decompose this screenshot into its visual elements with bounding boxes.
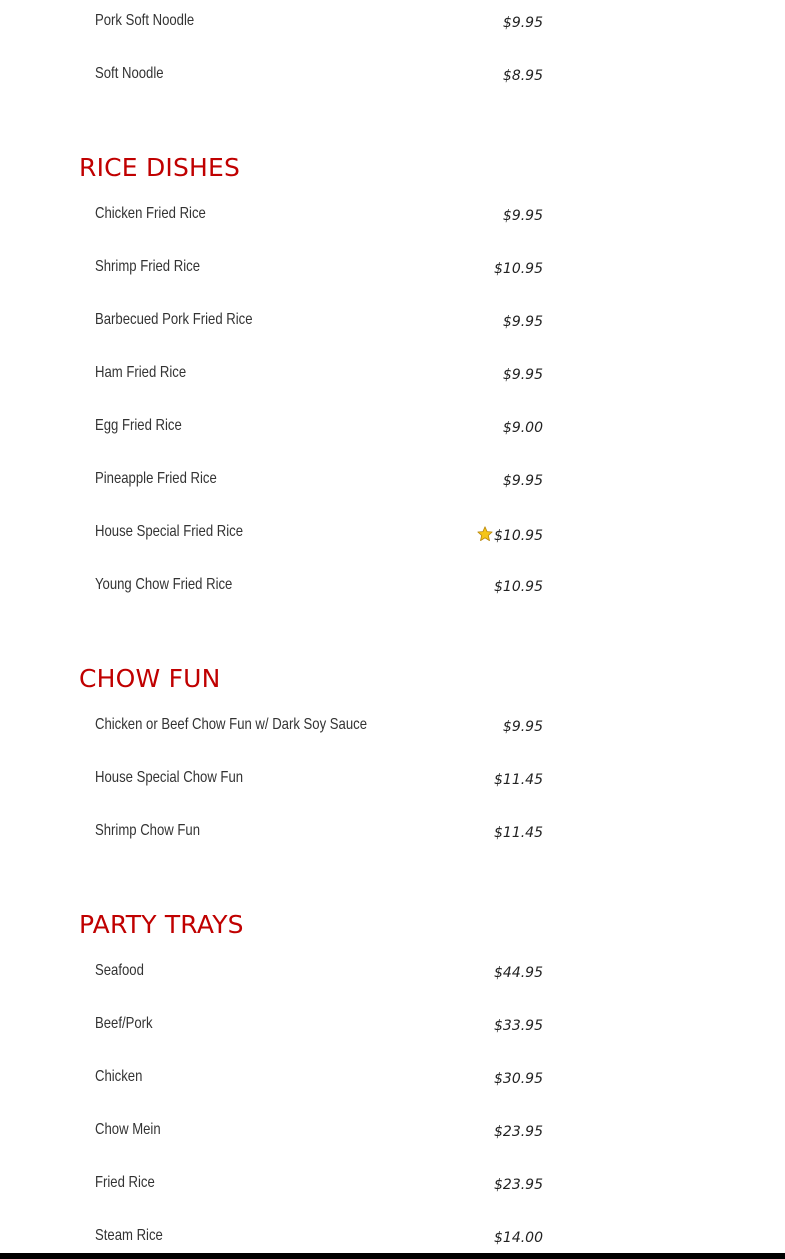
item-name: Chicken Fried Rice	[95, 205, 206, 222]
item-name: Shrimp Chow Fun	[95, 822, 200, 839]
item-price: $9.00	[502, 420, 543, 436]
item-name: House Special Fried Rice	[95, 523, 244, 540]
item-price: $9.95	[502, 367, 543, 383]
item-name: Ham Fried Rice	[95, 364, 187, 381]
item-name: Shrimp Fried Rice	[95, 258, 200, 275]
item-name: Pineapple Fried Rice	[95, 470, 217, 487]
bottom-bar	[0, 1253, 785, 1259]
item-price-with-star	[477, 526, 543, 544]
menu-item	[95, 258, 543, 288]
item-name: House Special Chow Fun	[95, 769, 244, 786]
menu-item	[95, 523, 543, 553]
item-price: $9.95	[502, 473, 543, 489]
menu-item	[95, 822, 543, 852]
menu-item	[95, 364, 543, 394]
item-price: $23.95	[494, 1177, 543, 1193]
menu-item	[95, 769, 543, 799]
item-price: $9.95	[502, 15, 543, 31]
menu-item	[95, 1174, 543, 1204]
item-name: Egg Fried Rice	[95, 417, 182, 434]
item-name: Fried Rice	[95, 1174, 155, 1191]
item-price: $10.95	[494, 528, 543, 544]
menu-item	[95, 576, 543, 606]
menu-item	[95, 716, 543, 746]
item-name: Soft Noodle	[95, 65, 164, 82]
section-title-rice-dishes: RICE DISHES	[79, 153, 241, 182]
item-price: $23.95	[494, 1124, 543, 1140]
menu-item	[95, 12, 543, 42]
item-name: Young Chow Fried Rice	[95, 576, 233, 593]
item-price: $9.95	[502, 208, 543, 224]
section-title-party-trays: PARTY TRAYS	[79, 910, 244, 939]
item-price: $9.95	[502, 719, 543, 735]
item-name: Beef/Pork	[95, 1015, 153, 1032]
menu-item	[95, 1121, 543, 1151]
menu-item	[95, 1015, 543, 1045]
item-price: $11.45	[494, 825, 543, 841]
item-name: Pork Soft Noodle	[95, 12, 195, 29]
menu-item	[95, 205, 543, 235]
item-name: Seafood	[95, 962, 144, 979]
menu-item	[95, 1068, 543, 1098]
item-name: Chicken	[95, 1068, 143, 1085]
item-price: $30.95	[494, 1071, 543, 1087]
item-name: Barbecued Pork Fried Rice	[95, 311, 253, 328]
star-icon	[477, 526, 493, 542]
item-price: $8.95	[502, 68, 543, 84]
item-name: Chow Mein	[95, 1121, 161, 1138]
section-title-chow-fun: CHOW FUN	[79, 664, 221, 693]
item-price: $10.95	[494, 579, 543, 595]
item-price: $33.95	[494, 1018, 543, 1034]
item-name: Chicken or Beef Chow Fun w/ Dark Soy Sauce	[95, 716, 367, 733]
menu-item	[95, 65, 543, 95]
item-name: Steam Rice	[95, 1227, 163, 1244]
item-price: $11.45	[494, 772, 543, 788]
menu-item	[95, 962, 543, 992]
menu-item	[95, 470, 543, 500]
menu-item	[95, 311, 543, 341]
item-price: $10.95	[494, 261, 543, 277]
menu-item	[95, 417, 543, 447]
item-price: $44.95	[494, 965, 543, 981]
item-price: $9.95	[502, 314, 543, 330]
item-price: $14.00	[494, 1230, 543, 1246]
